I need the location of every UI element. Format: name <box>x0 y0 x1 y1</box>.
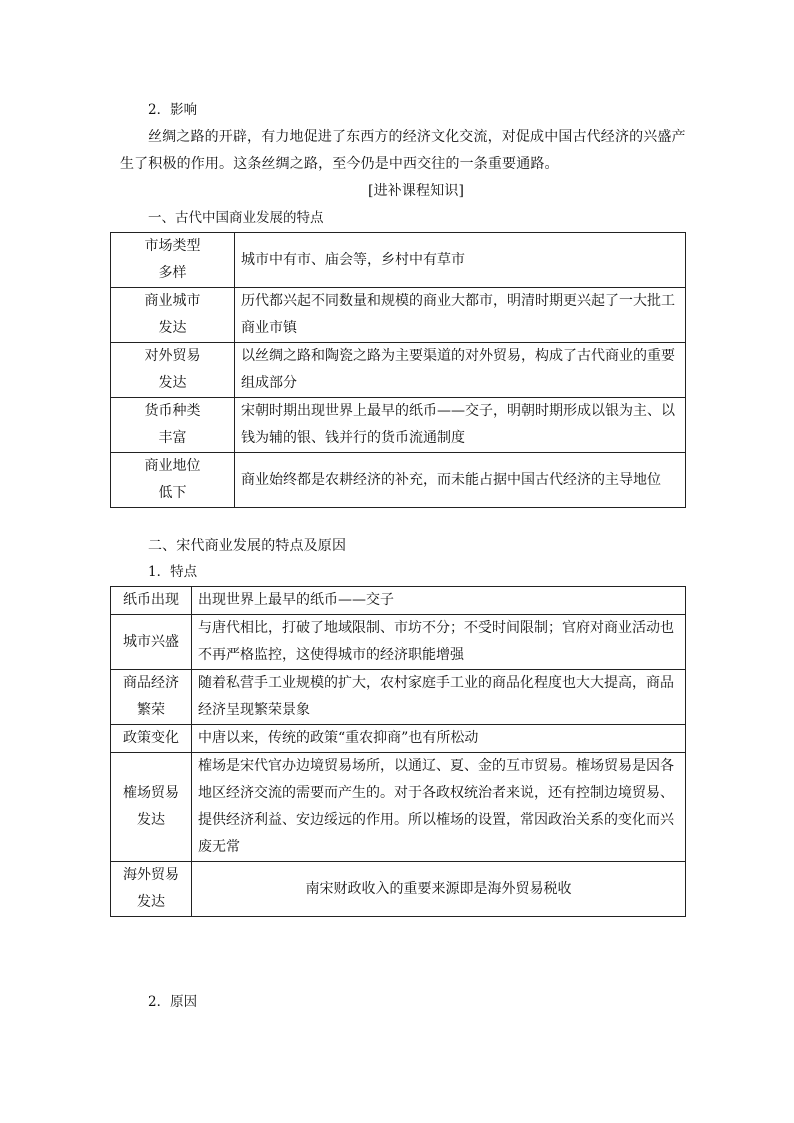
part3-subheading: 2．原因 <box>148 994 198 1010</box>
table-row <box>111 453 686 508</box>
row-text: 南宋财政收入的重要来源即是海外贸易税收 <box>192 862 686 917</box>
table-row <box>111 288 686 343</box>
part1-heading: 一、古代中国商业发展的特点 <box>148 210 324 226</box>
paragraph-line-1: 丝绸之路的开辟，有力地促进了东西方的经济文化交流，对促成中国古代经济的兴盛产 <box>148 129 686 145</box>
row-text: 出现世界上最早的纸币——交子 <box>192 587 686 615</box>
row-label: 对外贸易发达 <box>111 343 235 398</box>
supplement-title: [进补课程知识] <box>368 183 465 199</box>
part2-subheading: 1．特点 <box>148 564 198 580</box>
row-text: 宋朝时期出现世界上最早的纸币——交子，明朝时期形成以银为主、以钱为辅的银、钱并行的货币流通制度 <box>235 398 686 453</box>
table-row <box>111 670 686 725</box>
row-label: 商业城市发达 <box>111 288 235 343</box>
row-label: 商品经济繁荣 <box>111 670 192 725</box>
row-text: 与唐代相比，打破了地域限制、市坊不分；不受时间限制；官府对商业活动也不再严格监控，这使得城市的经济职能增强 <box>192 615 686 670</box>
song-commerce-table <box>110 586 686 917</box>
row-text: 城市中有市、庙会等，乡村中有草市 <box>235 233 686 288</box>
part2-heading: 二、宋代商业发展的特点及原因 <box>148 538 347 554</box>
row-label: 海外贸易发达 <box>111 862 192 917</box>
row-text: 榷场是宋代官办边境贸易场所，以通辽、夏、金的互市贸易。榷场贸易是因各地区经济交流的需要而产生的。对于各政权统治者来说，还有控制边境贸易、提供经济利益、安边绥远的作用。所以榷场的设置，常因政治关系的变化而兴废无常 <box>192 753 686 862</box>
row-text: 以丝绸之路和陶瓷之路为主要渠道的对外贸易，构成了古代商业的重要组成部分 <box>235 343 686 398</box>
table-row <box>111 862 686 917</box>
table-row <box>111 343 686 398</box>
table-row <box>111 398 686 453</box>
row-text: 历代都兴起不同数量和规模的商业大都市，明清时期更兴起了一大批工商业市镇 <box>235 288 686 343</box>
row-label: 榷场贸易发达 <box>111 753 192 862</box>
table-row <box>111 615 686 670</box>
row-label: 政策变化 <box>111 725 192 753</box>
section-heading-influence: 2．影响 <box>148 102 198 118</box>
row-text: 中唐以来，传统的政策“重农抑商”也有所松动 <box>192 725 686 753</box>
row-label: 城市兴盛 <box>111 615 192 670</box>
row-label: 货币种类丰富 <box>111 398 235 453</box>
table-row <box>111 725 686 753</box>
row-label: 商业地位低下 <box>111 453 235 508</box>
table-row <box>111 753 686 862</box>
row-label: 市场类型多样 <box>111 233 235 288</box>
ancient-commerce-table <box>110 232 686 508</box>
row-text: 商业始终都是农耕经济的补充，而未能占据中国古代经济的主导地位 <box>235 453 686 508</box>
table-row <box>111 587 686 615</box>
row-text: 随着私营手工业规模的扩大，农村家庭手工业的商品化程度也大大提高，商品经济呈现繁荣景象 <box>192 670 686 725</box>
table-row <box>111 233 686 288</box>
row-label: 纸币出现 <box>111 587 192 615</box>
paragraph-line-2: 生了积极的作用。这条丝绸之路，至今仍是中西交往的一条重要通路。 <box>120 156 559 172</box>
